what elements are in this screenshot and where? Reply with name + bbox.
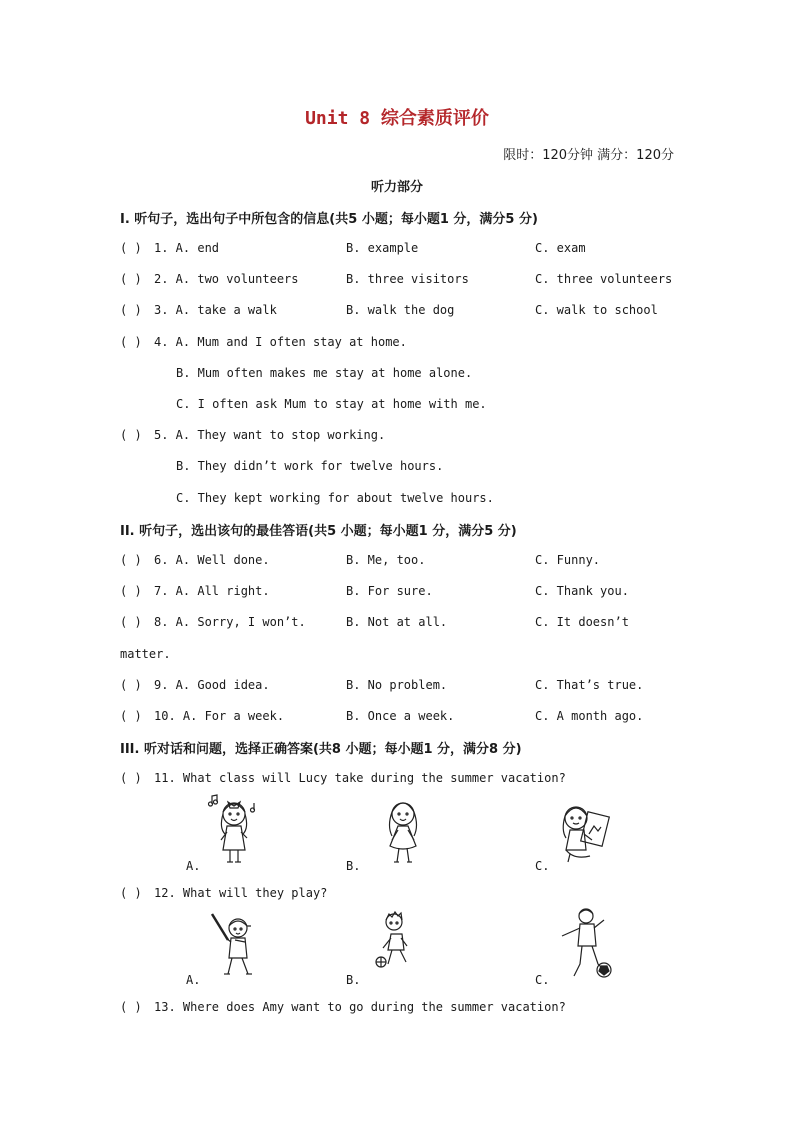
question-2 [120, 272, 680, 292]
option-b: B. example [346, 241, 419, 255]
option-b: B. Once a week. [346, 709, 455, 723]
option-a-label: A. [186, 859, 201, 873]
option-c: C. They kept working for about twelve hours. [176, 491, 494, 505]
option-a: 2. A. two volunteers [154, 272, 299, 286]
option-a-label: A. [186, 973, 201, 987]
option-a: 5. A. They want to stop working. [154, 428, 386, 442]
option-c: C. Thank you. [535, 584, 629, 598]
option-c: C. That’s true. [535, 678, 644, 692]
option-b: B. Not at all. [346, 615, 448, 629]
girl-dancing-icon [378, 792, 428, 868]
answer-blank[interactable]: ( ) [120, 428, 142, 442]
option-c-continued: matter. [120, 647, 171, 661]
option-a: 3. A. take a walk [154, 303, 277, 317]
page-title: Unit 8 综合素质评价 [305, 108, 489, 129]
girl-drawing-icon [556, 796, 612, 866]
boy-basketball-icon [370, 908, 420, 972]
question-text: 11. What class will Lucy take during the summer vacation? [154, 771, 566, 785]
option-a: 10. A. For a week. [154, 709, 285, 723]
question-7 [120, 584, 680, 604]
answer-blank[interactable]: ( ) [120, 709, 142, 723]
option-c: C. Funny. [535, 553, 601, 567]
option-c: C. exam [535, 241, 586, 255]
answer-blank[interactable]: ( ) [120, 272, 142, 286]
part-heading: 听力部分 [370, 180, 423, 195]
option-b: B. Mum often makes me stay at home alone. [176, 366, 473, 380]
option-a: 7. A. All right. [154, 584, 270, 598]
question-13 [120, 1000, 680, 1020]
man-soccer-icon [554, 906, 614, 980]
option-b: B. walk the dog [346, 303, 455, 317]
option-c: C. It doesn’t [535, 615, 629, 629]
question-11 [120, 771, 680, 791]
option-a: 1. A. end [154, 241, 220, 255]
option-b: B. Me, too. [346, 553, 426, 567]
option-b: B. They didn’t work for twelve hours. [176, 459, 444, 473]
answer-blank[interactable]: ( ) [120, 584, 142, 598]
option-c-label: C. [535, 973, 550, 987]
question-6 [120, 553, 680, 573]
answer-blank[interactable]: ( ) [120, 553, 142, 567]
question-9 [120, 678, 680, 698]
answer-blank[interactable]: ( ) [120, 241, 142, 255]
section-1-heading: I. 听句子，选出句子中所包含的信息(共5 小题；每小题1 分，满分5 分) [120, 212, 538, 227]
option-b: B. No problem. [346, 678, 448, 692]
option-c: C. A month ago. [535, 709, 644, 723]
option-b-label: B. [346, 973, 361, 987]
question-4 [120, 335, 680, 355]
option-a: 4. A. Mum and I often stay at home. [154, 335, 407, 349]
question-1 [120, 241, 680, 261]
answer-blank[interactable]: ( ) [120, 771, 142, 785]
answer-blank[interactable]: ( ) [120, 615, 142, 629]
question-8 [120, 615, 680, 635]
option-a: 6. A. Well done. [154, 553, 270, 567]
boy-baseball-icon [206, 908, 262, 984]
question-12 [120, 886, 680, 906]
answer-blank[interactable]: ( ) [120, 678, 142, 692]
option-c: C. I often ask Mum to stay at home with me. [176, 397, 487, 411]
option-c: C. walk to school [535, 303, 658, 317]
option-b: B. three visitors [346, 272, 469, 286]
answer-blank[interactable]: ( ) [120, 1000, 142, 1014]
section-2-heading: II. 听句子，选出该句的最佳答语(共5 小题；每小题1 分，满分5 分) [120, 524, 517, 539]
answer-blank[interactable]: ( ) [120, 886, 142, 900]
question-5 [120, 428, 680, 448]
time-score-info: 限时：120分钟 满分：120分 [503, 148, 674, 163]
option-b: B. For sure. [346, 584, 433, 598]
option-b-label: B. [346, 859, 361, 873]
question-text: 12. What will they play? [154, 886, 328, 900]
girl-singing-icon [206, 792, 262, 868]
answer-blank[interactable]: ( ) [120, 335, 142, 349]
question-3 [120, 303, 680, 323]
option-c-label: C. [535, 859, 550, 873]
answer-blank[interactable]: ( ) [120, 303, 142, 317]
section-3-heading: III. 听对话和问题，选择正确答案(共8 小题；每小题1 分，满分8 分) [120, 742, 522, 757]
option-a: 9. A. Good idea. [154, 678, 270, 692]
option-c: C. three volunteers [535, 272, 673, 286]
question-10 [120, 709, 680, 729]
option-a: 8. A. Sorry, I won’t. [154, 615, 306, 629]
question-text: 13. Where does Amy want to go during the summer vacation? [154, 1000, 566, 1014]
